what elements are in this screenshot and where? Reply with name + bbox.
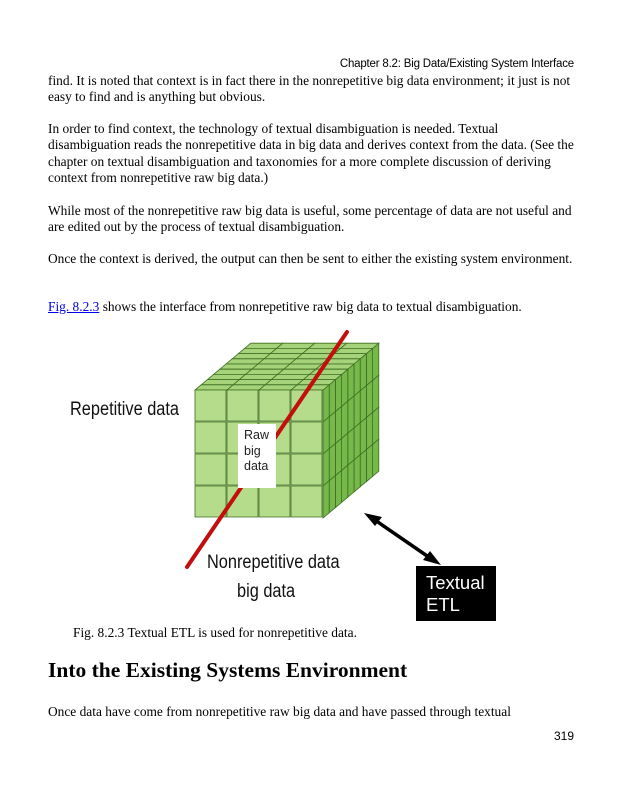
cube-block-face	[291, 454, 322, 485]
paragraph-5-text: shows the interface from nonrepetitive raw big data to textual disambiguation.	[99, 299, 522, 314]
raw-big-data-label	[238, 424, 276, 488]
cube-block-face	[360, 386, 366, 423]
paragraph-3: While most of the nonrepetitive raw big data is useful, some percentage of data are not useful and are edited out by the process of textual disambiguation.	[48, 203, 572, 235]
paragraph-6: Once data have come from nonrepetitive raw big data and have passed through textual	[48, 704, 511, 719]
figure-8-2-3	[48, 320, 578, 630]
cube-block-face	[323, 385, 329, 422]
cube-block-face	[329, 380, 335, 417]
double-arrow	[364, 513, 441, 565]
cube-block-face	[323, 449, 329, 486]
cube-block-face	[335, 406, 341, 443]
cube-block-face	[323, 417, 329, 454]
raw-line-3: data	[244, 459, 269, 473]
cube-block-face	[335, 470, 341, 507]
cube-block-face	[366, 444, 372, 481]
page-number: 319	[553, 729, 574, 743]
cube-block-face	[310, 369, 348, 374]
cube-block-face	[373, 375, 379, 412]
cube-block-face	[227, 390, 258, 421]
nonrepetitive-label-line-2: big data	[237, 581, 296, 602]
paragraph-5	[48, 299, 578, 315]
running-head: Chapter 8.2: Big Data/Existing System Interface	[339, 58, 574, 70]
cube-block-face	[195, 486, 226, 517]
etl-line-1: Textual	[426, 572, 485, 593]
cube-block-face	[348, 364, 354, 401]
cube-block-face	[348, 428, 354, 465]
cube-block-face	[348, 460, 354, 497]
cube-block-face	[360, 418, 366, 455]
cube-block-face	[259, 486, 290, 517]
cube-diagram	[48, 320, 578, 630]
raw-line-2: big	[244, 443, 261, 458]
cube-block-face	[360, 354, 366, 391]
cube-block-face	[373, 343, 379, 380]
cube-block-face	[342, 369, 348, 406]
cube-block-face	[303, 374, 341, 379]
cube-block-face	[341, 343, 379, 348]
cube-block-face	[366, 348, 372, 385]
cube-block-face	[291, 422, 322, 453]
cube-block-face	[195, 390, 226, 421]
cube-block-face	[291, 486, 322, 517]
cube-block-face	[354, 423, 360, 460]
nonrepetitive-label-line-1: Nonrepetitive data	[207, 552, 340, 573]
paragraph-1: find. It is noted that context is in fact there in the nonrepetitive big data environment; it just is not easy to find and is anything but obvious.	[48, 73, 571, 105]
cube-block-face	[354, 359, 360, 396]
big-data-cube	[195, 343, 379, 518]
cube-block-face	[335, 374, 341, 411]
cube-block-face	[342, 465, 348, 502]
textual-etl-box	[416, 566, 496, 621]
figure-link[interactable]: Fig. 8.2.3	[48, 299, 100, 314]
figure-caption: Fig. 8.2.3 Textual ETL is used for nonrepetitive data.	[73, 625, 357, 640]
cube-block-face	[195, 422, 226, 453]
cube-block-face	[342, 433, 348, 470]
section-heading: Into the Existing Systems Environment	[48, 658, 408, 682]
cube-block-face	[354, 391, 360, 428]
cube-block-face	[329, 444, 335, 481]
repetitive-data-label: Repetitive data	[70, 399, 180, 420]
cube-block-face	[342, 401, 348, 438]
cube-block-face	[329, 476, 335, 513]
cube-block-face	[366, 412, 372, 449]
cube-block-face	[360, 450, 366, 487]
cube-block-face	[373, 439, 379, 476]
cube-block-face	[373, 407, 379, 444]
cube-block-face	[195, 454, 226, 485]
raw-line-1: Raw	[244, 428, 270, 442]
cube-block-face	[329, 412, 335, 449]
cube-block-face	[334, 348, 372, 353]
cube-block-face	[348, 396, 354, 433]
cube-block-face	[366, 380, 372, 417]
cube-block-face	[354, 455, 360, 492]
etl-line-2: ETL	[426, 594, 460, 615]
cube-block-face	[323, 481, 329, 518]
paragraph-2: In order to find context, the technology of textual disambiguation is needed. Textual disambiguation reads the nonrepetitive data in big data and derives context from the data. (See the chapter on textual disambiguation and taxonomies for a more complete discussion of deriving context from nonrepetitive raw big data.)	[48, 121, 574, 185]
paragraph-4: Once the context is derived, the output can then be sent to either the existing system environment.	[48, 251, 573, 266]
cube-block-face	[259, 390, 290, 421]
cube-block-face	[335, 438, 341, 475]
